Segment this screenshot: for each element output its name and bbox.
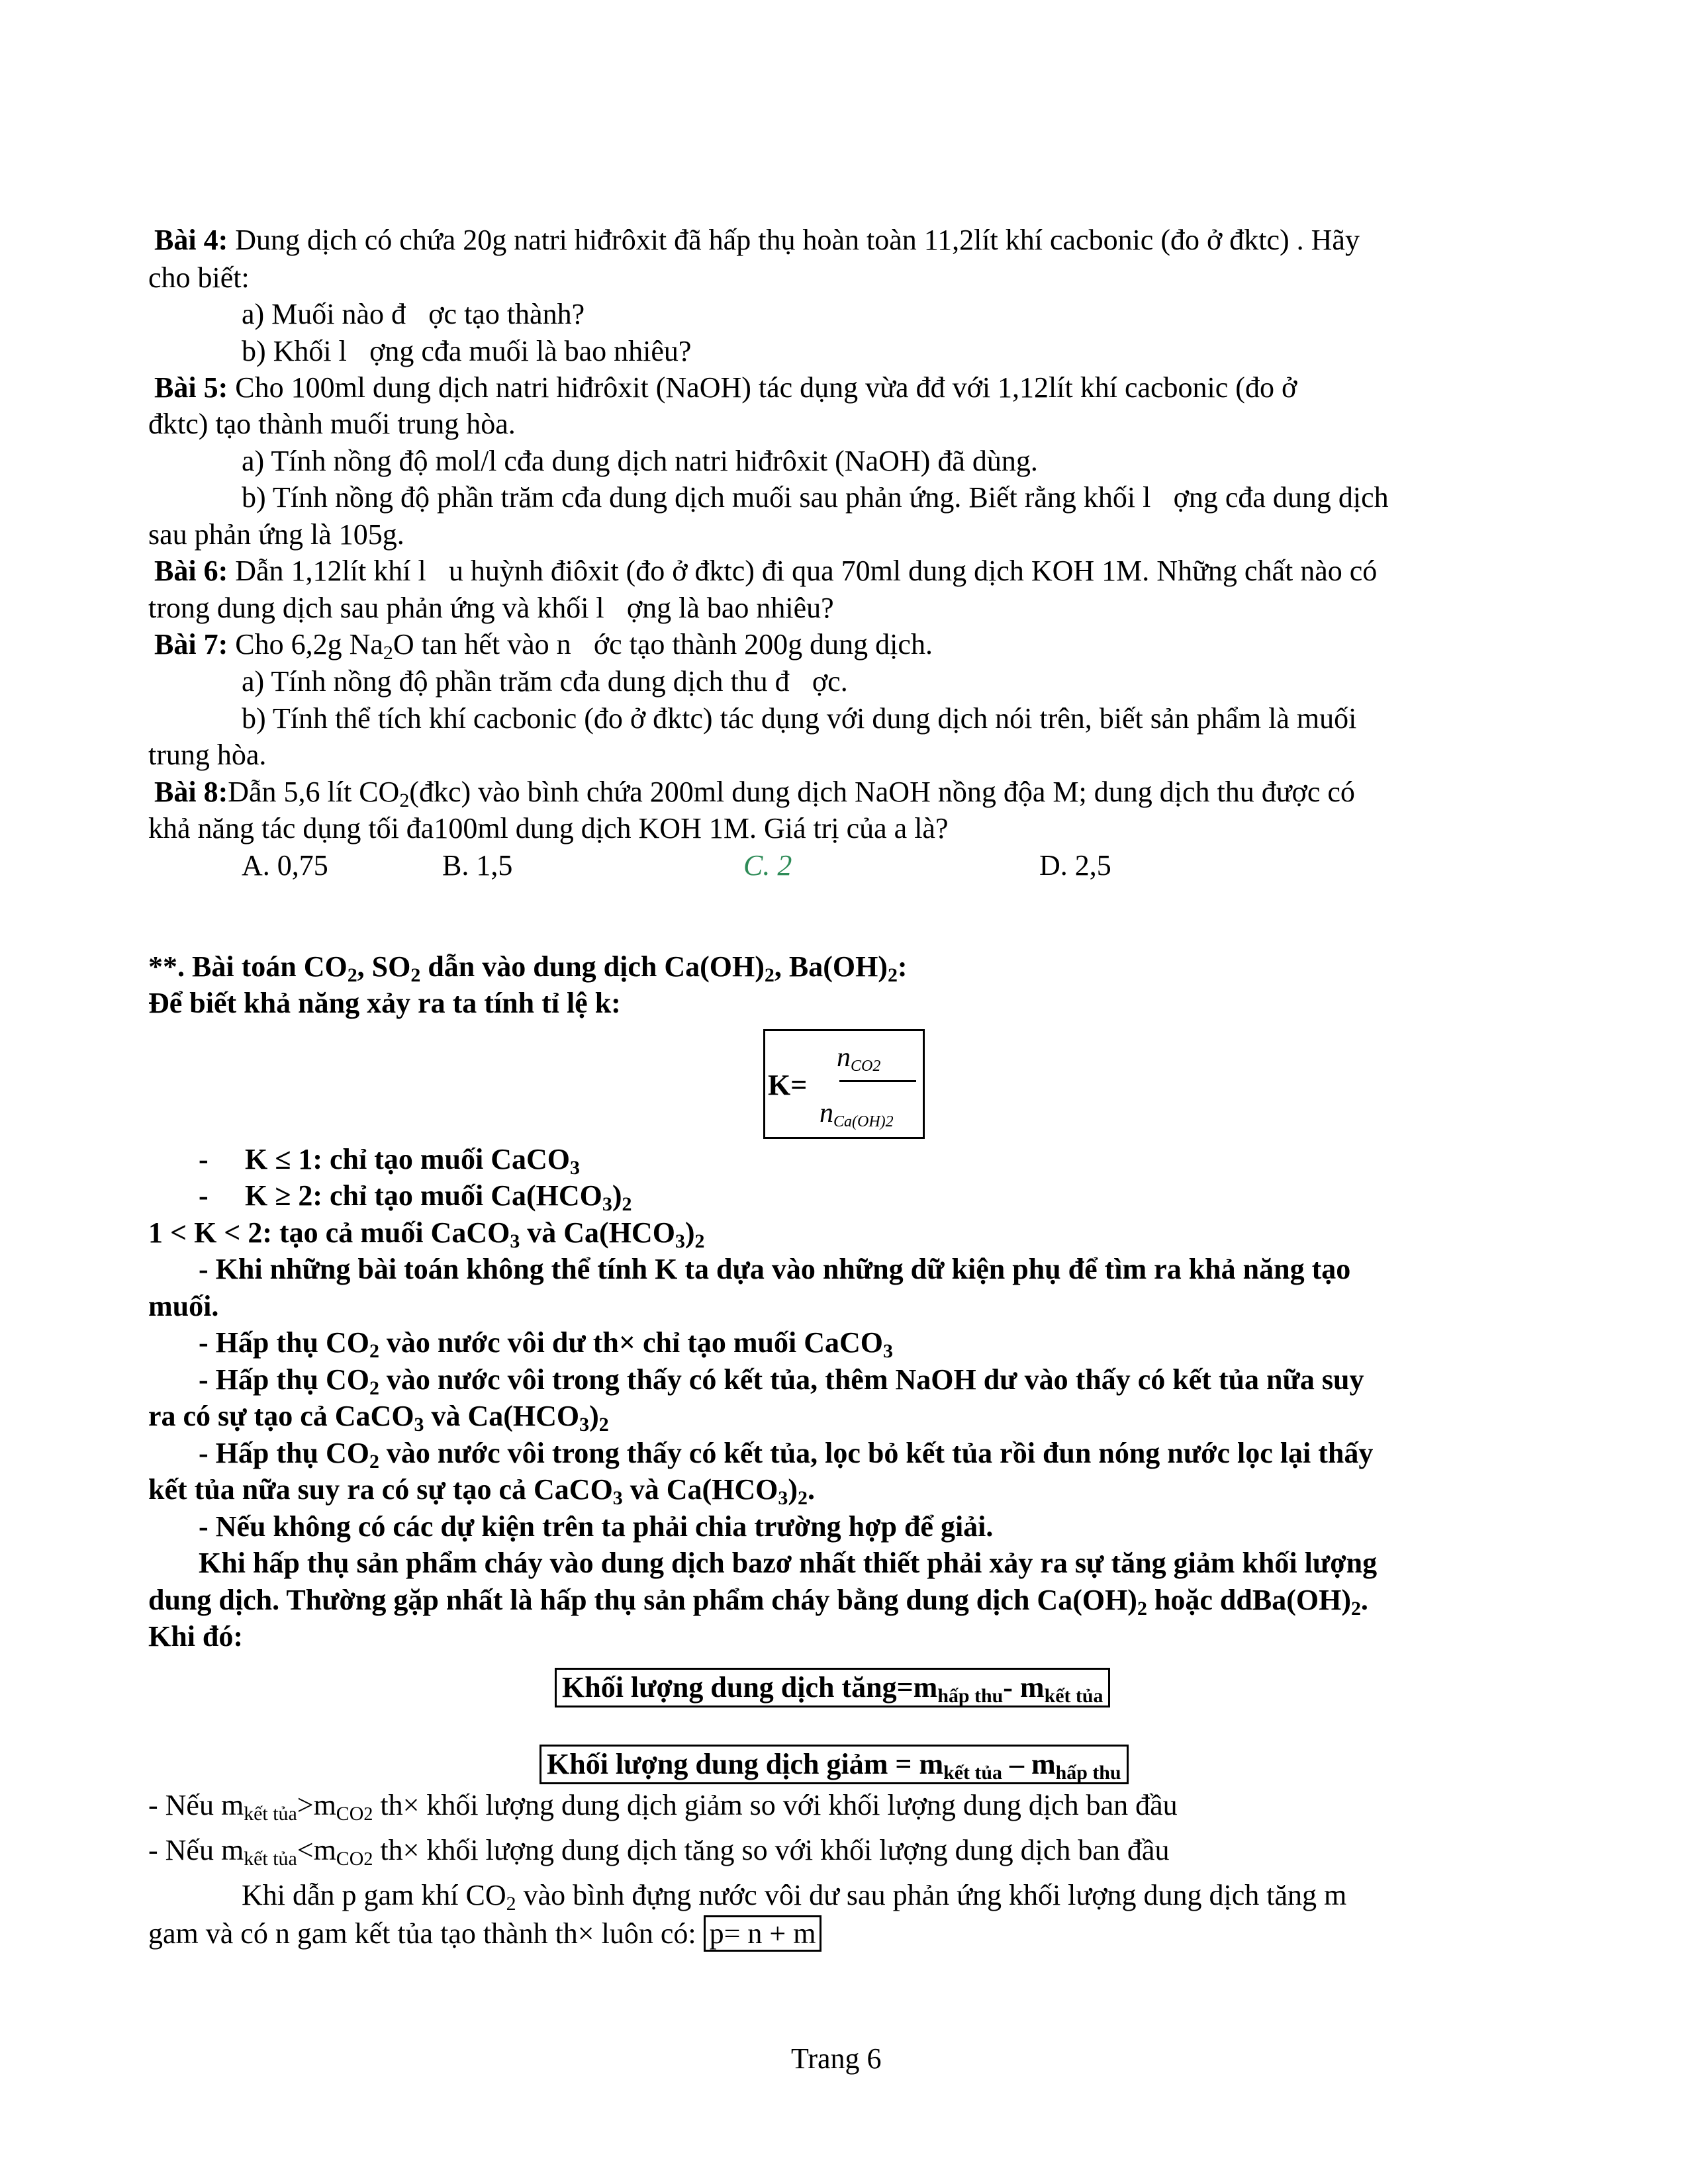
- title-sub: 2: [347, 964, 357, 987]
- option-b: B. 1,5: [442, 849, 513, 882]
- title-part: :: [897, 950, 908, 983]
- rule1-sub3: 2: [363, 1803, 373, 1825]
- note4-sub3: 3: [612, 1487, 623, 1510]
- formula-increase: [555, 1668, 1110, 1707]
- note2-sub: 2: [369, 1340, 379, 1363]
- final-formula-box: p= n + m: [704, 1915, 822, 1952]
- bai6-text: Dẫn 1,12lít khí l u huỳnh điôxit (đo ở đktc) đi qua 70ml dung dịch KOH 1M. Những chất nào có: [228, 555, 1378, 587]
- rule1-a: - Nếu m: [148, 1789, 244, 1821]
- section-intro: Để biết khả năng xảy ra ta tính tỉ lệ k:: [148, 987, 621, 1019]
- bai8-label: Bài 8:: [154, 776, 228, 808]
- note3-d: và Ca(HCO: [424, 1400, 580, 1432]
- bai7-text-a: Cho 6,2g Na: [228, 628, 383, 660]
- bai5-label: Bài 5:: [154, 371, 228, 404]
- bai5-a: a) Tính nồng độ mol/l cđa dung dịch natri hiđrôxit (NaOH) đã dùng.: [242, 445, 1038, 477]
- rule2-a: - Nếu m: [148, 1834, 244, 1866]
- bai4-b: b) Khối l ợng cđa muối là bao nhiêu?: [242, 335, 692, 367]
- para-1: Khi hấp thụ sản phẩm cháy vào dung dịch bazơ nhất thiết phải xảy ra sự tăng giảm khối lượng: [199, 1547, 1378, 1579]
- f2-sub1: kết tủa: [943, 1762, 1002, 1784]
- note4-f: .: [807, 1473, 815, 1506]
- rule2-sub2: CO: [336, 1848, 364, 1870]
- para2-a: dung dịch. Thường gặp nhất là hấp thụ sản phẩm cháy bằng dung dịch Ca(OH): [148, 1584, 1137, 1616]
- bai8-line1: [154, 774, 1355, 811]
- note3-a: - Hấp thụ CO: [199, 1363, 369, 1396]
- case2-text: K ≥ 2: chỉ tạo muối Ca(HCO: [245, 1179, 602, 1212]
- case3-sub: 3: [510, 1230, 520, 1253]
- option-c: C. 2: [743, 849, 792, 882]
- final-l1a: Khi dẫn p gam khí CO: [242, 1879, 506, 1911]
- note2-b: vào nước vôi dư th× chỉ tạo muối CaCO: [379, 1326, 883, 1359]
- case2-sub: 3: [602, 1193, 612, 1216]
- bai4-a: a) Muối nào đ ợc tạo thành?: [242, 298, 585, 330]
- rule1-sub2: CO: [336, 1803, 364, 1825]
- bai8-sub: 2: [399, 790, 410, 812]
- note-5: - Nếu không có các dự kiện trên ta phải chia trường hợp để giải.: [199, 1510, 994, 1543]
- title-sub: 2: [410, 964, 421, 987]
- title-part: dẫn vào dung dịch Ca(OH): [420, 950, 765, 983]
- final-sub: 2: [506, 1893, 516, 1915]
- note-3a: [199, 1361, 1364, 1398]
- title-part: , SO: [357, 950, 411, 983]
- bai5-b2: sau phản ứng là 105g.: [148, 518, 404, 551]
- case-2: [199, 1177, 632, 1214]
- rule1-b: >m: [297, 1789, 336, 1821]
- bai6-line1: [154, 553, 1377, 590]
- note2-a: - Hấp thụ CO: [199, 1326, 369, 1359]
- rule2-b: <m: [297, 1834, 336, 1866]
- k-denominator: [820, 1097, 894, 1129]
- f2-sub2: hấp thu: [1055, 1762, 1121, 1784]
- f1-text: Khối lượng dung dịch tăng=m: [562, 1671, 938, 1704]
- k-formula-box: [763, 1029, 925, 1139]
- k-den-sub: Ca(OH): [833, 1113, 886, 1130]
- case-3: [148, 1214, 705, 1251]
- title-sub: 2: [887, 964, 898, 987]
- note3-sub3b: 3: [579, 1414, 590, 1436]
- section-title: [148, 948, 908, 985]
- case3-sub2: 2: [694, 1230, 705, 1253]
- k-den-sub2: 2: [885, 1113, 894, 1130]
- bai4-label: Bài 4:: [154, 224, 228, 256]
- case3-sub3: 3: [675, 1230, 685, 1253]
- bai7-label: Bài 7:: [154, 628, 228, 660]
- rule2-sub3: 2: [363, 1848, 373, 1870]
- case2-sub2: 2: [622, 1193, 632, 1216]
- f1-mid: - m: [1003, 1671, 1045, 1704]
- case2-text-b: ): [612, 1179, 622, 1212]
- bai5-line1: [154, 369, 1297, 406]
- k-num-sub2: 2: [872, 1057, 881, 1075]
- note-4a: [199, 1435, 1373, 1472]
- bai4-line2: cho biết:: [148, 261, 250, 294]
- bai8-text-b: (đkc) vào bình chứa 200ml dung dịch NaOH nồng độa M; dung dịch thu được có: [409, 776, 1355, 808]
- final-line2: [148, 1915, 821, 1952]
- note-3b: [148, 1398, 609, 1435]
- note4-a: - Hấp thụ CO: [199, 1437, 369, 1469]
- note-1a: - Khi những bài toán không thể tính K ta dựa vào những dữ kiện phụ để tìm ra khả năng tạo: [199, 1253, 1351, 1285]
- fraction-bar: [839, 1080, 916, 1082]
- rule1-c: th× khối lượng dung dịch giảm so với khối lượng dung dịch ban đầu: [373, 1789, 1178, 1821]
- rule-1: [148, 1787, 1178, 1824]
- note4-sub3b: 3: [778, 1487, 788, 1510]
- final-l1b: vào bình đựng nước vôi dư sau phản ứng khối lượng dung dịch tăng m: [516, 1879, 1347, 1911]
- bai7-text-b: O tan hết vào n ớc tạo thành 200g dung dịch.: [393, 628, 933, 660]
- bai6-line2: trong dung dịch sau phản ứng và khối l ợng là bao nhiêu?: [148, 592, 834, 624]
- note4-sub2: 2: [798, 1487, 808, 1510]
- note4-c: kết tủa nữa suy ra có sự tạo cả CaCO: [148, 1473, 613, 1506]
- note3-e: ): [589, 1400, 599, 1432]
- dash: -: [199, 1143, 209, 1175]
- k-num-n: n: [837, 1042, 851, 1073]
- para-2: [148, 1582, 1368, 1619]
- title-part: , Ba(OH): [774, 950, 888, 983]
- note2-sub3: 3: [882, 1340, 893, 1363]
- note3-c: ra có sự tạo cả CaCO: [148, 1400, 414, 1432]
- k-numerator: [837, 1042, 880, 1073]
- bai8-text-a: Dẫn 5,6 lít CO: [228, 776, 400, 808]
- para2-sub2: 2: [1350, 1598, 1361, 1620]
- case1-sub: 3: [570, 1157, 580, 1179]
- para2-sub: 2: [1137, 1598, 1147, 1620]
- note3-sub3: 3: [414, 1414, 424, 1436]
- case3-text-b: và Ca(HCO: [520, 1216, 675, 1249]
- f1-sub1: hấp thu: [937, 1685, 1004, 1707]
- note4-d: và Ca(HCO: [622, 1473, 778, 1506]
- note4-e: ): [788, 1473, 798, 1506]
- k-label: K=: [768, 1069, 808, 1101]
- option-d: D. 2,5: [1039, 849, 1111, 882]
- bai5-line2: đktc) tạo thành muối trung hòa.: [148, 408, 516, 440]
- note4-sub: 2: [369, 1451, 379, 1473]
- note-4b: [148, 1471, 815, 1508]
- para-3: Khi đó:: [148, 1620, 244, 1653]
- case-1: [199, 1141, 580, 1178]
- title-part: **. Bài toán CO: [148, 950, 348, 983]
- final-line1: [242, 1877, 1346, 1914]
- para2-b: hoặc ddBa(OH): [1147, 1584, 1351, 1616]
- f2-text: Khối lượng dung dịch giảm = m: [547, 1748, 944, 1780]
- bai7-a: a) Tính nồng độ phần trăm cđa dung dịch thu đ ợc.: [242, 665, 848, 698]
- note3-b: vào nước vôi trong thấy có kết tủa, thêm NaOH dư vào thấy có kết tủa nữa suy: [379, 1363, 1364, 1396]
- rule2-sub1: kết tủa: [244, 1848, 297, 1870]
- k-num-sub: CO: [851, 1057, 873, 1075]
- formula-decrease: [539, 1745, 1129, 1784]
- k-den-n: n: [820, 1098, 833, 1128]
- dash: -: [199, 1179, 209, 1212]
- final-l2: gam và có n gam kết tủa tạo thành th× luôn có:: [148, 1917, 704, 1950]
- note-2: [199, 1324, 893, 1361]
- bai7-b1: b) Tính thể tích khí cacbonic (đo ở đktc) tác dụng với dung dịch nói trên, biết sản phẩm là muối: [242, 702, 1357, 735]
- case3-text-c: ): [684, 1216, 695, 1249]
- bai8-line2: khả năng tác dụng tối đa100ml dung dịch KOH 1M. Giá trị của a là?: [148, 812, 949, 844]
- rule-2: [148, 1832, 1169, 1869]
- para2-c: .: [1360, 1584, 1368, 1616]
- note4-b: vào nước vôi trong thấy có kết tủa, lọc bỏ kết tủa rồi đun nóng nước lọc lại thấy: [379, 1437, 1374, 1469]
- bai7-line1: [154, 626, 933, 663]
- bai4-text: Dung dịch có chứa 20g natri hiđrôxit đã hấp thụ hoàn toàn 11,2lít khí cacbonic (đo ở đktc) . Hãy: [228, 224, 1360, 256]
- page-number: Trang 6: [791, 2042, 882, 2075]
- bai4-line1: [154, 222, 1360, 259]
- case1-text: K ≤ 1: chỉ tạo muối CaCO: [245, 1143, 571, 1175]
- case3-text: 1 < K < 2: tạo cả muối CaCO: [148, 1216, 510, 1249]
- note-1b: muối.: [148, 1290, 219, 1322]
- f1-sub2: kết tủa: [1044, 1685, 1103, 1707]
- bai5-text: Cho 100ml dung dịch natri hiđrôxit (NaOH) tác dụng vừa đđ với 1,12lít khí cacbonic (đo ở: [228, 371, 1297, 404]
- option-a: A. 0,75: [242, 849, 328, 882]
- f2-mid: – m: [1002, 1748, 1056, 1780]
- bai5-b1: b) Tính nồng độ phần trăm cđa dung dịch muối sau phản ứng. Biết rằng khối l ợng cđa dung dịch: [242, 481, 1389, 514]
- bai7-sub: 2: [383, 642, 393, 664]
- note3-sub2: 2: [598, 1414, 609, 1436]
- rule2-c: th× khối lượng dung dịch tăng so với khối lượng dung dịch ban đầu: [373, 1834, 1170, 1866]
- note3-sub: 2: [369, 1377, 379, 1400]
- rule1-sub1: kết tủa: [244, 1803, 297, 1825]
- title-sub: 2: [764, 964, 774, 987]
- bai7-b2: trung hòa.: [148, 739, 267, 771]
- bai6-label: Bài 6:: [154, 555, 228, 587]
